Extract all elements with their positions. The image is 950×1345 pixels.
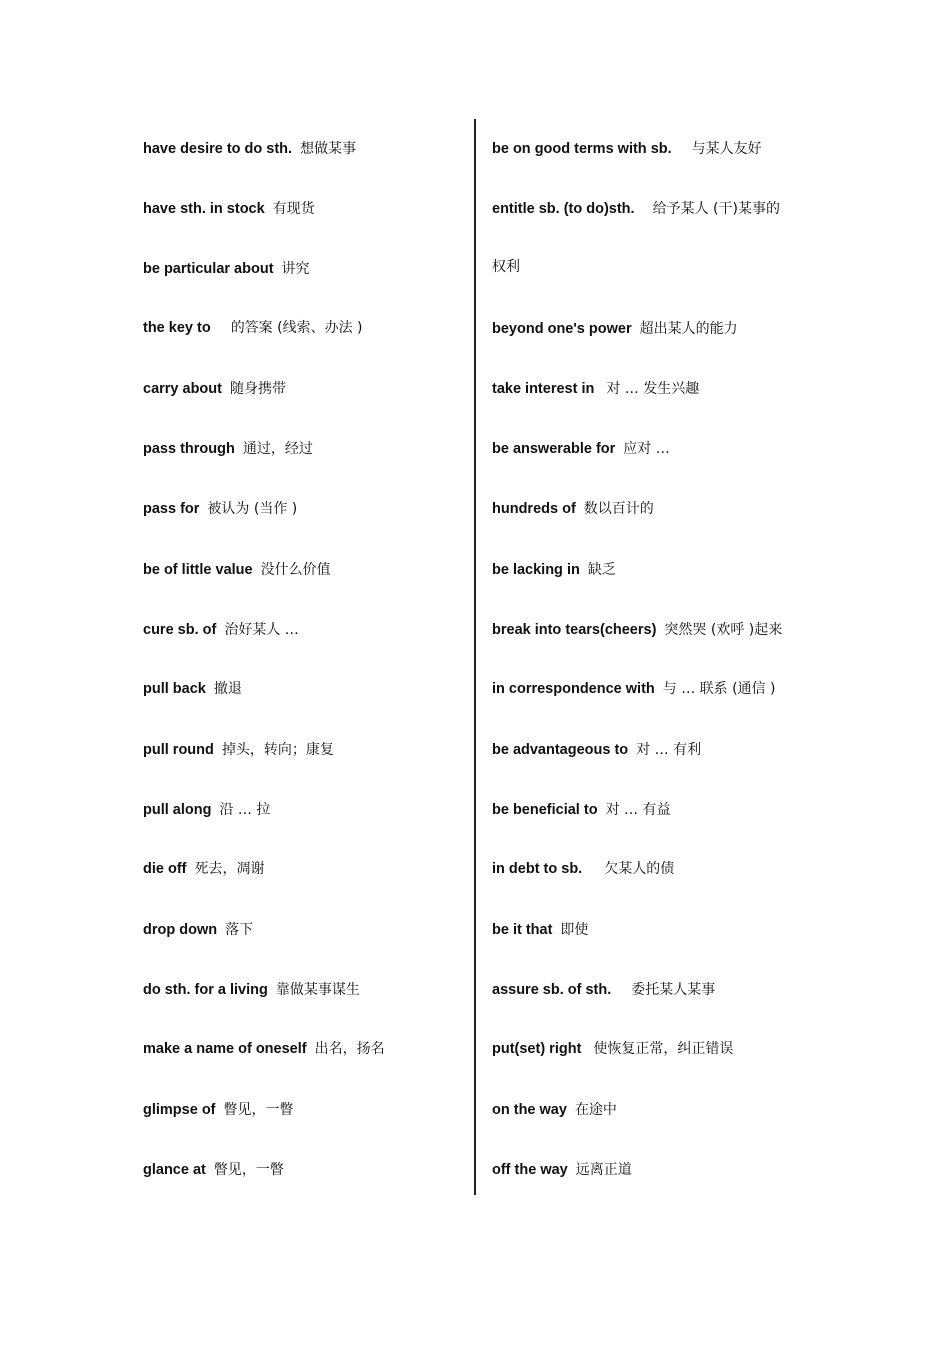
entry-make-a-name bbox=[143, 1039, 385, 1059]
entry-pass-for bbox=[143, 499, 297, 519]
entry-beyond-power bbox=[492, 319, 738, 339]
entry-little-value bbox=[143, 560, 331, 580]
definition: 缺乏 bbox=[587, 562, 616, 578]
definition: 对 … 有益 bbox=[605, 802, 671, 818]
entry-pull-back bbox=[143, 679, 242, 699]
term: do sth. for a living bbox=[143, 982, 268, 998]
definition: 远离正道 bbox=[575, 1162, 632, 1178]
definition: 出名，扬名 bbox=[314, 1041, 385, 1057]
definition: 没什么价值 bbox=[260, 562, 331, 578]
definition: 与 … 联系 (通信 ) bbox=[662, 681, 776, 697]
entry-in-debt bbox=[492, 859, 674, 879]
definition: 权利 bbox=[492, 259, 520, 275]
entry-glance-at bbox=[143, 1160, 284, 1180]
term: be beneficial to bbox=[492, 802, 598, 818]
definition: 超出某人的能力 bbox=[639, 321, 738, 337]
definition: 与某人友好 bbox=[691, 141, 762, 157]
entry-drop-down bbox=[143, 920, 253, 940]
entry-on-the-way bbox=[492, 1100, 617, 1120]
term: pull back bbox=[143, 681, 206, 697]
entry-take-interest bbox=[492, 379, 699, 399]
definition: 即使 bbox=[560, 922, 589, 938]
term: on the way bbox=[492, 1102, 567, 1118]
entry-answerable bbox=[492, 439, 670, 459]
definition: 的答案 (线索、办法 ) bbox=[230, 320, 363, 336]
definition: 治好某人 … bbox=[224, 622, 299, 638]
entry-good-terms bbox=[492, 139, 762, 159]
definition: 欠某人的债 bbox=[604, 861, 675, 877]
entry-lacking-in bbox=[492, 560, 616, 580]
term: pass through bbox=[143, 441, 235, 457]
definition: 使恢复正常，纠正错误 bbox=[593, 1041, 734, 1057]
entry-pull-round bbox=[143, 740, 334, 760]
term: have desire to do sth. bbox=[143, 141, 293, 157]
term: the key to bbox=[143, 320, 211, 336]
term: be answerable for bbox=[492, 441, 616, 457]
term: cure sb. of bbox=[143, 622, 217, 638]
definition: 给予某人 (干)某事的 bbox=[652, 201, 780, 217]
entry-be-particular bbox=[143, 259, 310, 279]
column-divider bbox=[474, 119, 476, 1195]
term: pass for bbox=[143, 501, 200, 517]
term: be of little value bbox=[143, 562, 253, 578]
term: break into tears(cheers) bbox=[492, 622, 657, 638]
entry-advantageous bbox=[492, 740, 701, 760]
term: be it that bbox=[492, 922, 553, 938]
definition: 通过，经过 bbox=[242, 441, 313, 457]
definition: 随身携带 bbox=[229, 381, 286, 397]
definition: 沿 … 拉 bbox=[219, 802, 271, 818]
entry-hundreds-of bbox=[492, 499, 654, 519]
entry-put-right bbox=[492, 1039, 733, 1059]
definition: 落下 bbox=[225, 922, 254, 938]
term: put(set) right bbox=[492, 1041, 582, 1057]
entry-pass-through bbox=[143, 439, 313, 459]
term: in debt to sb. bbox=[492, 861, 583, 877]
entry-break-into-tears bbox=[492, 620, 782, 640]
term: glimpse of bbox=[143, 1102, 216, 1118]
definition: 讲究 bbox=[281, 261, 310, 277]
term: make a name of oneself bbox=[143, 1041, 307, 1057]
entry-key-to bbox=[143, 318, 363, 338]
entry-for-a-living bbox=[143, 980, 360, 1000]
definition: 有现货 bbox=[272, 201, 315, 217]
term: in correspondence with bbox=[492, 681, 655, 697]
term: off the way bbox=[492, 1162, 568, 1178]
term: be advantageous to bbox=[492, 742, 629, 758]
definition: 掉头，转向；康复 bbox=[221, 742, 334, 758]
term: assure sb. of sth. bbox=[492, 982, 612, 998]
term: be lacking in bbox=[492, 562, 580, 578]
term: pull round bbox=[143, 742, 214, 758]
definition: 撤退 bbox=[213, 681, 242, 697]
entry-beneficial bbox=[492, 800, 670, 820]
definition: 对 … 发生兴趣 bbox=[606, 381, 700, 397]
term: glance at bbox=[143, 1162, 206, 1178]
term: die off bbox=[143, 861, 187, 877]
entry-glimpse-of bbox=[143, 1100, 294, 1120]
term: pull along bbox=[143, 802, 212, 818]
term: take interest in bbox=[492, 381, 595, 397]
entry-die-off bbox=[143, 859, 265, 879]
definition: 突然哭 (欢呼 )起来 bbox=[664, 622, 783, 638]
definition: 在途中 bbox=[574, 1102, 617, 1118]
entry-pull-along bbox=[143, 800, 270, 820]
entry-entitle-continued bbox=[492, 257, 520, 277]
definition: 靠做某事谋生 bbox=[275, 982, 360, 998]
entry-entitle bbox=[492, 199, 780, 219]
term: carry about bbox=[143, 381, 222, 397]
entry-have-desire bbox=[143, 139, 356, 159]
entry-cure-of bbox=[143, 620, 299, 640]
entry-correspondence bbox=[492, 679, 775, 699]
term: beyond one's power bbox=[492, 321, 632, 337]
definition: 对 … 有利 bbox=[636, 742, 702, 758]
term: be on good terms with sb. bbox=[492, 141, 672, 157]
definition: 瞥见，一瞥 bbox=[213, 1162, 284, 1178]
entry-carry-about bbox=[143, 379, 286, 399]
term: entitle sb. (to do)sth. bbox=[492, 201, 635, 217]
definition: 被认为 (当作 ) bbox=[207, 501, 298, 517]
entry-be-it-that bbox=[492, 920, 588, 940]
definition: 数以百计的 bbox=[583, 501, 654, 517]
entry-assure bbox=[492, 980, 715, 1000]
term: hundreds of bbox=[492, 501, 576, 517]
term: have sth. in stock bbox=[143, 201, 265, 217]
term: drop down bbox=[143, 922, 218, 938]
definition: 应对 … bbox=[623, 441, 670, 457]
definition: 死去，凋谢 bbox=[194, 861, 265, 877]
entry-off-the-way bbox=[492, 1160, 632, 1180]
entry-have-in-stock bbox=[143, 199, 315, 219]
definition: 瞥见，一瞥 bbox=[223, 1102, 294, 1118]
definition: 想做某事 bbox=[300, 141, 357, 157]
term: be particular about bbox=[143, 261, 274, 277]
definition: 委托某人某事 bbox=[631, 982, 716, 998]
